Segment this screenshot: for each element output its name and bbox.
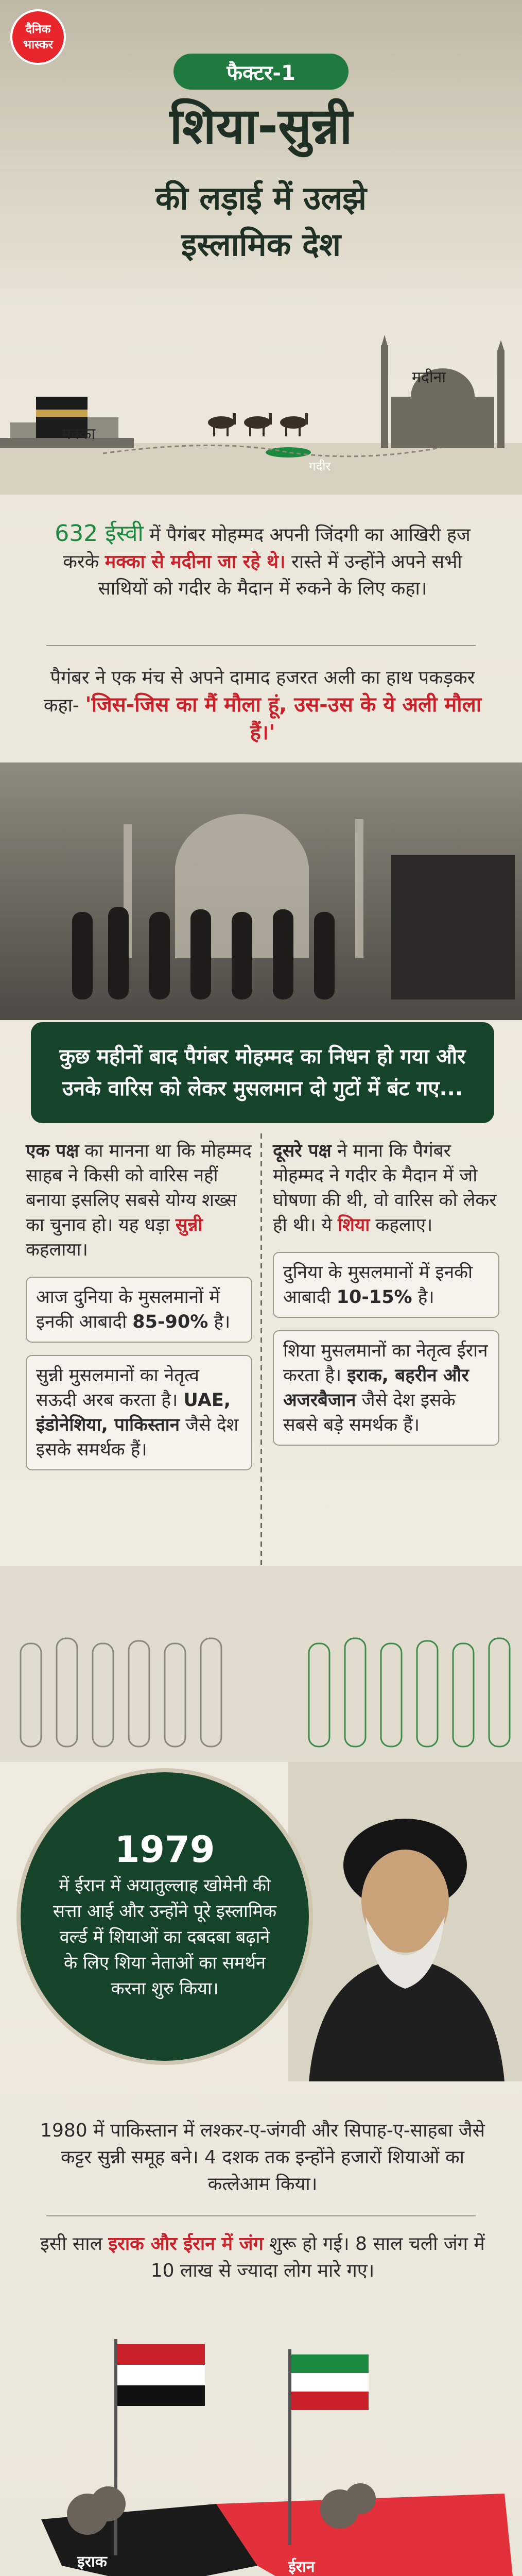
intro-paragraph: [36, 520, 489, 602]
label-makka: मक्का: [62, 425, 96, 443]
year-1980-paragraph: 1980 में पाकिस्तान में लश्कर-ए-जंगवी और सिपाह-ए-साहबा जैसे कट्टर सुन्नी समूह बने। 4 दशक तक इन्होंने हजारों शियाओं का कत्लेआम किया।: [40, 2120, 485, 2195]
page-title: शिया-सुन्नी: [169, 97, 353, 155]
war-text-a: इसी साल: [40, 2233, 109, 2255]
sunni-population-end: है।: [208, 1312, 231, 1332]
mecca-medina-illustration: [0, 319, 522, 495]
declaration-text: पैगंबर ने एक मंच से अपने दामाद हजरत अली का हाथ पकड़कर कहा-: [43, 667, 475, 716]
brand-logo: [12, 11, 64, 63]
sunni-origin-bold: एक पक्ष: [26, 1141, 79, 1161]
crowd-illustration: [0, 1566, 522, 1762]
label-gadir: गदीर: [309, 459, 331, 473]
sunni-leadership-box: [26, 1355, 252, 1470]
railway-silhouette-icon: [391, 855, 515, 999]
sunni-origin-end: कहलाया।: [26, 1240, 88, 1260]
intro-highlight: मक्का से मदीना जा रहे थे।: [105, 551, 286, 572]
shia-population-text: दुनिया के मुसलमानों में इनकी आबादी: [283, 1262, 473, 1308]
year-1979-text: में ईरान में अयातुल्लाह खोमेनी की सत्ता आई और उन्होंने पूरे इस्लामिक वर्ल्ड में शियाओं का दबदबा बढ़ाने के लिए शिया नेताओं का समर्थन करना शुरु किया।: [53, 1875, 277, 1999]
shia-column: [273, 1139, 499, 1446]
year-1979-circle: [21, 1772, 309, 2061]
sunni-population-box: [26, 1277, 252, 1343]
sunni-origin: [26, 1139, 252, 1262]
year-1979-label: 1979: [114, 1828, 215, 1871]
pilgrims-illustration: [0, 762, 522, 1020]
shia-origin-bold: दूसरे पक्ष: [273, 1141, 332, 1161]
shia-leadership-end: जैसे देश इसके सबसे बड़े समर्थक हैं।: [283, 1390, 456, 1435]
shia-term: शिया: [338, 1215, 370, 1235]
sunni-supporters: UAE, इंडोनेशिया, पाकिस्तान: [36, 1390, 231, 1435]
intro-text-b: रास्ते में उन्होंने अपने सभी साथियों को गदीर के मैदान में रुकने के लिए कहा।: [98, 551, 462, 599]
page-subtitle: [0, 175, 522, 268]
iraq-iran-map: [0, 2308, 522, 2576]
subtitle-line2: इस्लामिक देश: [181, 226, 341, 263]
war-highlight: इराक और ईरान में जंग: [108, 2233, 264, 2255]
separator-line-2: [46, 2215, 476, 2216]
separator-line: [46, 645, 476, 646]
sunni-column: [26, 1139, 252, 1470]
khomeini-portrait: [288, 1762, 522, 2081]
map-label-iran: ईरान: [288, 2558, 315, 2576]
war-text-b: शुरू हो गई। 8 साल चली जंग में 10 लाख से ज्यादा लोग मारे गए।: [150, 2233, 485, 2281]
declaration-quote: 'जिस-जिस का मैं मौला हूं, उस-उस के ये अली मौला हैं।': [85, 693, 482, 744]
sunni-origin-text: का मानना था कि मोहम्मद साहब ने किसी को वारिस नहीं बनाया इसलिए सबसे योग्य शख्स का चुनाव हो। यह धड़ा: [26, 1141, 252, 1235]
shia-population-box: [273, 1252, 499, 1318]
brand-line1: दैनिक: [25, 23, 51, 36]
shia-leadership-box: [273, 1330, 499, 1446]
shia-population-number: 10-15%: [336, 1287, 412, 1308]
label-madina: मदीना: [412, 368, 446, 386]
war-paragraph: [36, 2231, 489, 2284]
medina-mosque-icon: [381, 335, 504, 448]
shia-origin: [273, 1139, 499, 1238]
sunni-leadership-end: जैसे देश इसके समर्थक हैं।: [36, 1415, 239, 1460]
shia-origin-end: कहलाए।: [370, 1215, 433, 1235]
sunni-term: सुन्नी: [175, 1215, 203, 1235]
shia-origin-text: ने माना कि पैगंबर मोहम्मद ने गदीर के मैदान में जो घोषणा की थी, वो वारिस को लेकर ही थी। ये: [273, 1141, 497, 1235]
sunni-population-text: आज दुनिया के मुसलमानों में इनकी आबादी: [36, 1287, 220, 1332]
sunni-population-number: 85-90%: [132, 1312, 208, 1332]
cleric-portrait-icon: [288, 1762, 522, 2081]
intro-year: 632 ईस्वी: [55, 520, 144, 547]
map-label-iraq: इराक: [77, 2553, 107, 2571]
shia-supporters: इराक, बहरीन और अजरबैजान: [283, 1365, 469, 1411]
gadir-marker-icon: [266, 447, 311, 457]
shia-leadership-text: शिया मुसलमानों का नेतृत्व ईरान करता है।: [283, 1341, 488, 1386]
brand-line2: भास्कर: [23, 38, 54, 52]
camel-caravan-icon: [208, 413, 308, 436]
intro-text-a: में पैगंबर मोहम्मद अपनी जिंदगी का आखिरी हज करके: [63, 524, 471, 572]
split-banner: कुछ महीनों बाद पैगंबर मोहम्मद का निधन हो गया और उनके वारिस को लेकर मुसलमान दो गुटों में बंट गए...: [31, 1022, 494, 1123]
shia-population-end: है।: [412, 1287, 434, 1308]
subtitle-line1: की लड़ाई में उलझे: [155, 179, 367, 217]
factor-tag: फैक्टर-1: [173, 54, 349, 90]
prophet-declaration-paragraph: [36, 665, 489, 747]
sunni-leadership-text: सुन्नी मुसलमानों का नेतृत्व सऊदी अरब करता है।: [36, 1365, 199, 1411]
